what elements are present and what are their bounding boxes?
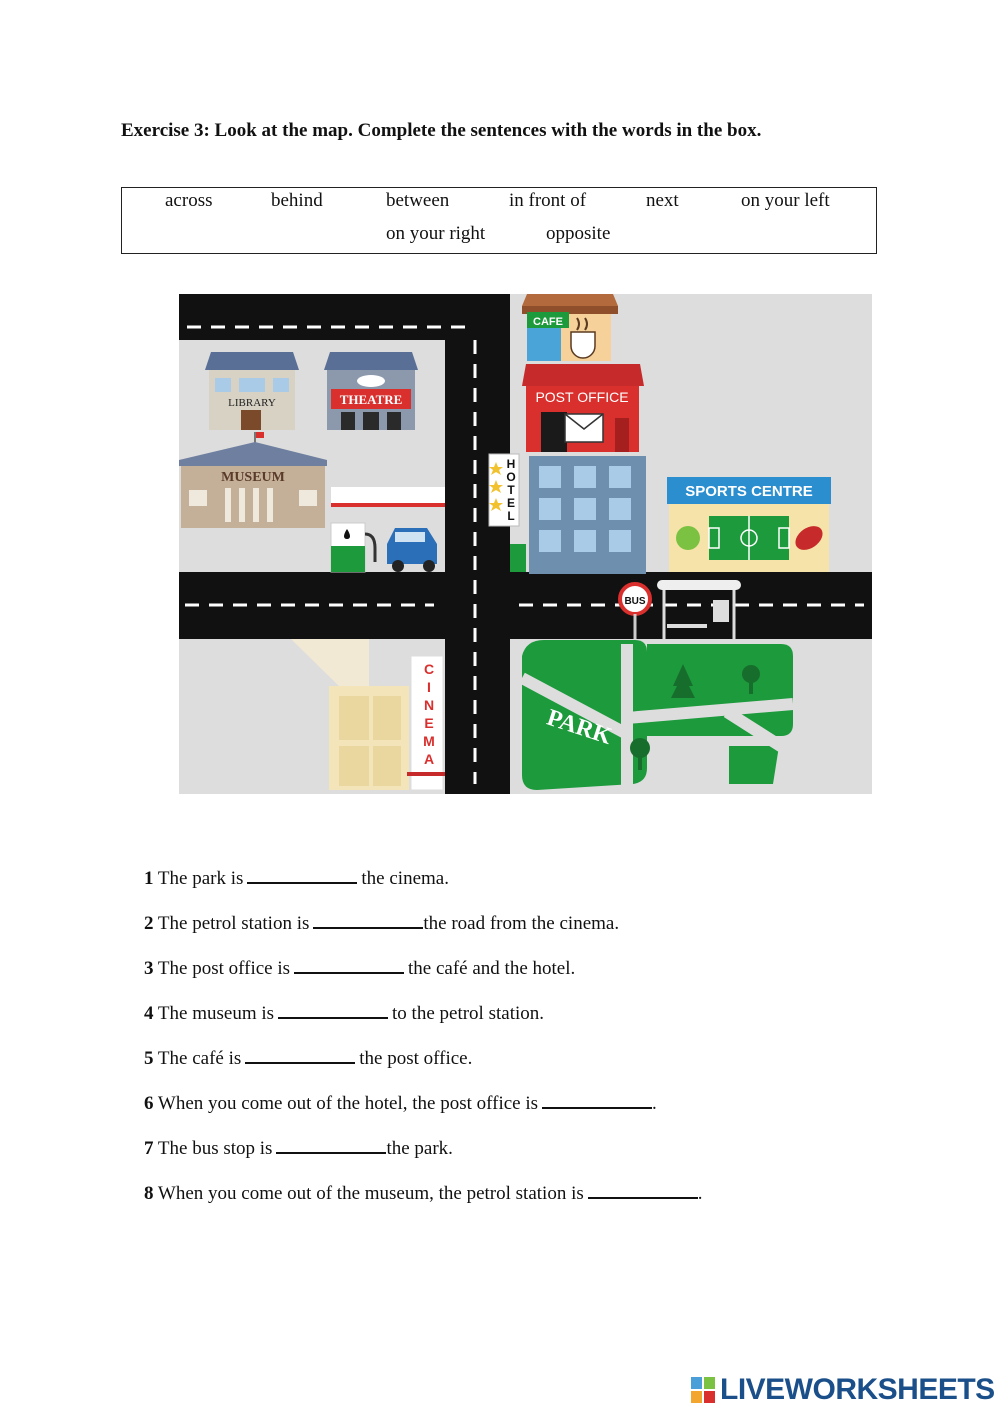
- word-behind: behind: [271, 190, 323, 211]
- cinema-letter: C: [423, 661, 435, 677]
- library-building: [205, 352, 299, 430]
- hotel-letter: E: [506, 496, 516, 510]
- coffee-cup-icon: [571, 332, 595, 358]
- word-opposite: opposite: [546, 223, 611, 244]
- sentence-6: 6 When you come out of the hotel, the post office is .: [144, 1093, 657, 1114]
- sentence-5: 5 The café is the post office.: [144, 1048, 473, 1069]
- answer-blank[interactable]: [278, 1001, 388, 1019]
- cinema-letter: E: [424, 715, 434, 731]
- sentence-3: 3 The post office is the café and the hotel.: [144, 958, 576, 979]
- exercise-title: Exercise 3: Look at the map. Complete the sentences with the words in the box.: [121, 120, 762, 141]
- park-label: PARK: [543, 704, 615, 750]
- answer-blank[interactable]: [542, 1091, 652, 1109]
- word-on-your-right: on your right: [386, 223, 486, 244]
- sentence-1: 1 The park is the cinema.: [144, 868, 449, 889]
- word-next: next: [646, 190, 679, 211]
- sentence-2: 2 The petrol station is the road from the cinema.: [144, 913, 620, 934]
- post-office-building: [522, 364, 644, 452]
- museum-label: MUSEUM: [221, 470, 285, 485]
- answer-blank[interactable]: [313, 911, 423, 929]
- hotel-building: [489, 454, 646, 574]
- post-office-label: POST OFFICE: [535, 389, 629, 405]
- theatre-building: [324, 352, 418, 430]
- cafe-building: [522, 294, 618, 361]
- word-on-your-left: on your left: [741, 190, 830, 211]
- answer-blank[interactable]: [245, 1046, 355, 1064]
- hotel-letter: H: [506, 457, 516, 471]
- vertical-road: [445, 294, 510, 794]
- town-map: [179, 294, 872, 794]
- tennis-ball-icon: [676, 526, 700, 550]
- word-across: across: [165, 190, 213, 211]
- cafe-label: CAFE: [533, 316, 563, 328]
- answer-blank[interactable]: [588, 1181, 698, 1199]
- sentence-7: 7 The bus stop is the park.: [144, 1138, 453, 1159]
- answer-blank[interactable]: [247, 866, 357, 884]
- answer-blank[interactable]: [294, 956, 404, 974]
- cinema-letter: I: [427, 679, 431, 695]
- cinema-letter: M: [423, 733, 435, 749]
- sports-centre-building: [667, 477, 831, 572]
- word-box: [121, 187, 877, 254]
- answer-blank[interactable]: [276, 1136, 386, 1154]
- liveworksheets-icon: [690, 1375, 716, 1405]
- sentence-8: 8 When you come out of the museum, the petrol station is .: [144, 1183, 703, 1204]
- cinema-letter: A: [423, 751, 435, 767]
- theatre-label: THEATRE: [339, 392, 403, 407]
- liveworksheets-logo: [690, 1372, 995, 1408]
- hotel-letter: L: [507, 509, 515, 523]
- bus-label: BUS: [624, 596, 646, 607]
- cinema-letter: N: [423, 697, 435, 713]
- word-between: between: [386, 190, 450, 211]
- sports-centre-label: SPORTS CENTRE: [685, 483, 813, 500]
- sentence-4: 4 The museum is to the petrol station.: [144, 1003, 545, 1024]
- library-label: LIBRARY: [228, 397, 276, 409]
- brand-name: LIVEWORKSHEETS: [720, 1373, 995, 1406]
- hotel-letter: O: [506, 470, 516, 484]
- hotel-letter: T: [507, 483, 515, 497]
- word-in-front-of: in front of: [509, 190, 587, 211]
